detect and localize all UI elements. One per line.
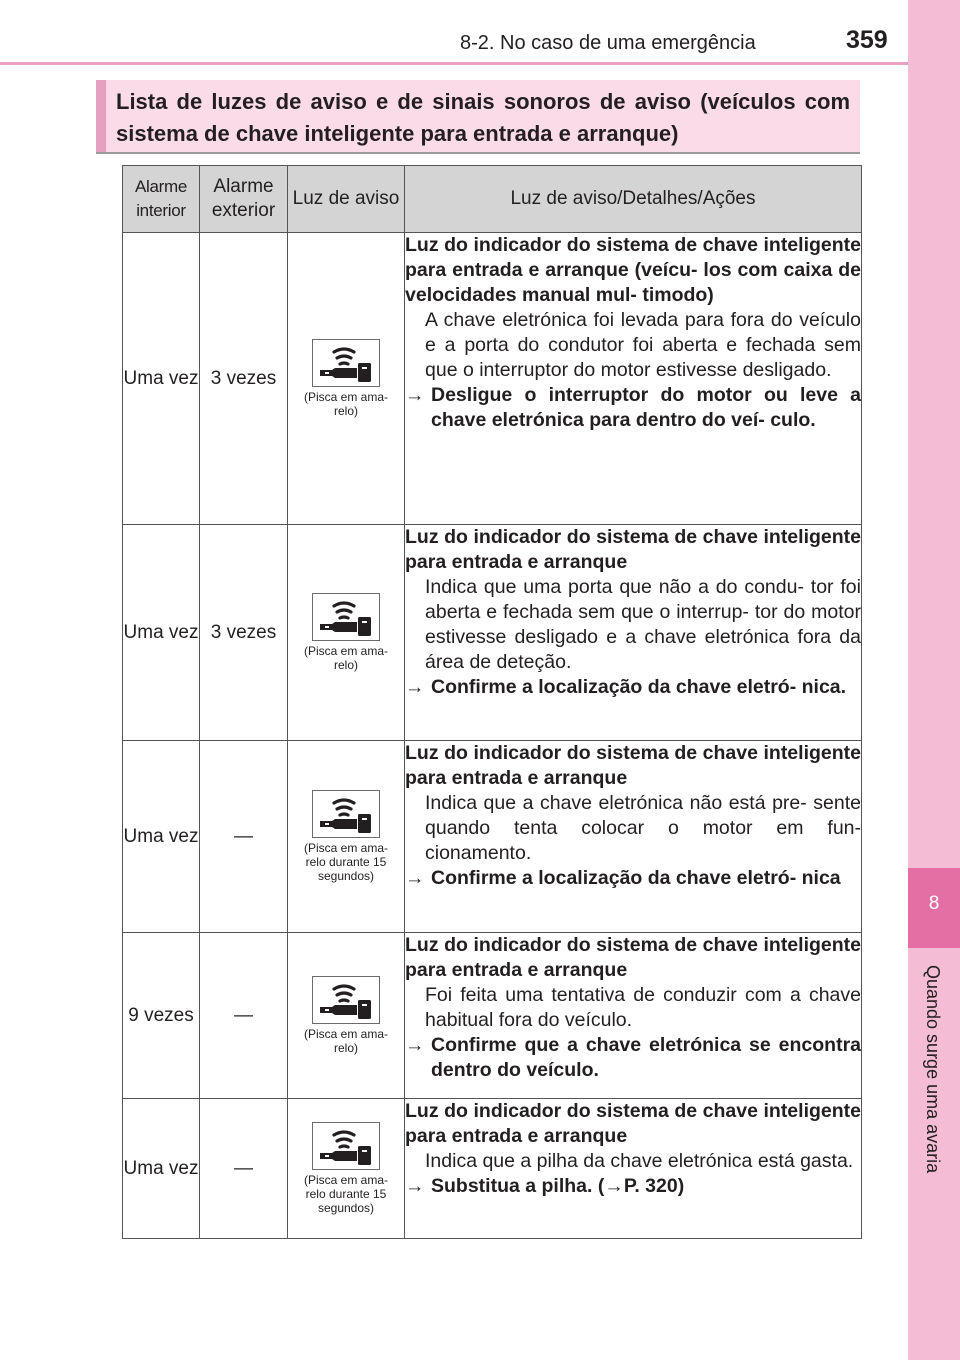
warning-action: [405, 1174, 861, 1199]
warning-light-cell: [288, 933, 405, 1099]
warning-action-text: Confirme a localização da chave eletró- nica.: [431, 676, 847, 698]
warning-light-cell: [288, 1099, 405, 1239]
table-row: [123, 741, 862, 933]
details-cell: [405, 933, 862, 1099]
table-header-row: [123, 166, 862, 233]
warning-light-caption: (Pisca em ama- relo): [303, 390, 389, 418]
arrow-icon: →: [405, 867, 425, 889]
warning-description: Indica que uma porta que não a do condu- tor foi aberta e fechada sem que o interrup- tor do motor estivesse desligado e a chave eletrónica fora da área de deteção.: [425, 576, 861, 673]
arrow-icon: →: [405, 1034, 425, 1056]
warning-title: Luz do indicador do sistema de chave inteligente para entrada e arranque: [405, 526, 861, 573]
details-cell: [405, 741, 862, 933]
warning-title: Luz do indicador do sistema de chave inteligente para entrada e arranque: [405, 934, 861, 981]
exterior-alarm-cell: [200, 233, 288, 525]
exterior-alarm-cell: [200, 1099, 288, 1239]
warning-description: Indica que a pilha da chave eletrónica está gasta.: [425, 1150, 854, 1172]
table-row: [123, 1099, 862, 1239]
smart-key-indicator-icon: [312, 790, 380, 838]
arrow-icon: →: [405, 384, 425, 406]
page-number: 359: [846, 26, 888, 54]
smart-key-indicator-icon: [312, 339, 380, 387]
interior-alarm-cell: [123, 525, 200, 741]
header-interior-alarm: Alarme interior: [123, 166, 200, 233]
exterior-alarm-cell: [200, 741, 288, 933]
arrow-icon: →: [405, 676, 425, 698]
interior-alarm-cell: [123, 233, 200, 525]
side-tab-text: Quando surge uma avaria: [923, 965, 943, 1174]
details-cell: [405, 525, 862, 741]
warning-description: Indica que a chave eletrónica não está pre- sente quando tenta colocar o motor em fun- cionamento.: [425, 792, 861, 864]
interior-alarm-cell: [123, 1099, 200, 1239]
smart-key-indicator-icon: [312, 593, 380, 641]
table-row: [123, 525, 862, 741]
warning-action: [405, 383, 861, 433]
warning-light-caption: (Pisca em ama- relo durante 15 segundos): [303, 1173, 389, 1215]
banner-rule: [96, 152, 860, 154]
interior-alarm-value: Uma vez: [123, 622, 199, 643]
warning-action-text: Desligue o interruptor do motor ou leve a chave eletrónica para dentro do veí- culo.: [431, 384, 861, 431]
exterior-alarm-cell: [200, 525, 288, 741]
side-tab-number: 8: [928, 893, 940, 914]
interior-alarm-value: Uma vez: [123, 1158, 199, 1179]
warning-light-caption: (Pisca em ama- relo): [303, 1027, 389, 1055]
exterior-alarm-value: —: [234, 1005, 253, 1026]
smart-key-indicator-icon: [312, 1122, 380, 1170]
exterior-alarm-value: 3 vezes: [210, 368, 277, 389]
warning-light-caption: (Pisca em ama- relo durante 15 segundos): [303, 841, 389, 883]
warning-table: [122, 165, 862, 1239]
interior-alarm-cell: [123, 741, 200, 933]
interior-alarm-cell: [123, 933, 200, 1099]
details-cell: [405, 233, 862, 525]
table-row: [123, 233, 862, 525]
details-cell: [405, 1099, 862, 1239]
header-rule: [0, 62, 908, 65]
header-warning-light: Luz de aviso: [288, 166, 405, 233]
warning-light-cell: [288, 741, 405, 933]
warning-description: Foi feita uma tentativa de conduzir com a chave habitual fora do veículo.: [425, 984, 861, 1031]
warning-action: [405, 866, 861, 891]
exterior-alarm-value: 3 vezes: [210, 622, 277, 643]
interior-alarm-value: Uma vez: [123, 368, 199, 389]
warning-light-caption: (Pisca em ama- relo): [303, 644, 389, 672]
warning-title: Luz do indicador do sistema de chave inteligente para entrada e arranque: [405, 1100, 861, 1147]
exterior-alarm-value: —: [234, 826, 253, 847]
warning-action: [405, 675, 861, 700]
warning-light-cell: [288, 525, 405, 741]
exterior-alarm-cell: [200, 933, 288, 1099]
warning-action-text: Confirme a localização da chave eletró- nica: [431, 867, 841, 889]
exterior-alarm-value: —: [234, 1158, 253, 1179]
header-details: Luz de aviso/Detalhes/Ações: [405, 166, 862, 233]
warning-action: [405, 1033, 861, 1083]
interior-alarm-value: Uma vez: [123, 826, 199, 847]
interior-alarm-value: 9 vezes: [128, 1005, 194, 1026]
warning-action-text: Confirme que a chave eletrónica se encontra dentro do veículo.: [431, 1034, 861, 1081]
table-row: [123, 933, 862, 1099]
warning-title: Luz do indicador do sistema de chave inteligente para entrada e arranque: [405, 742, 861, 789]
arrow-icon: →: [405, 1175, 425, 1197]
header-exterior-alarm: Alarme exterior: [200, 166, 288, 233]
section-title: Lista de luzes de aviso e de sinais sonoros de aviso (veículos com sistema de chave inteligente para entrada e arranque): [116, 89, 850, 146]
warning-action-text: Substitua a pilha. (→P. 320): [431, 1175, 685, 1197]
smart-key-indicator-icon: [312, 976, 380, 1024]
chapter-title: 8-2. No caso de uma emergência: [460, 32, 756, 54]
warning-title: Luz do indicador do sistema de chave inteligente para entrada e arranque (veícu- los com caixa de velocidades manual mul- timodo): [405, 234, 861, 306]
warning-description: A chave eletrónica foi levada para fora do veículo e a porta do condutor foi aberta e fechada sem que o interruptor do motor estivesse desligado.: [425, 309, 861, 381]
warning-light-cell: [288, 233, 405, 525]
